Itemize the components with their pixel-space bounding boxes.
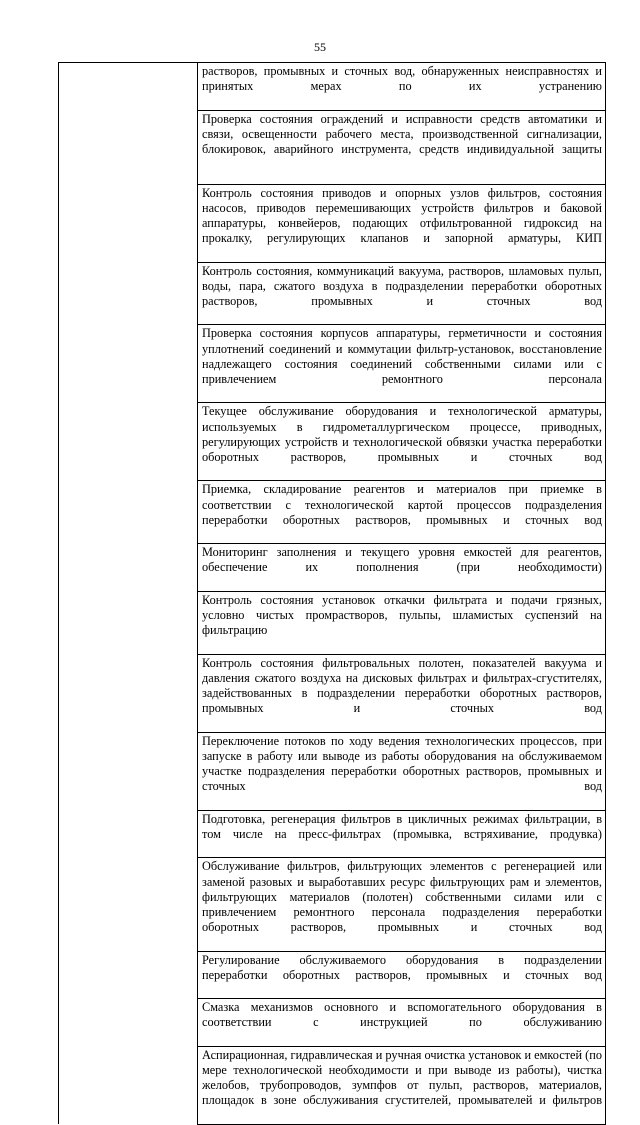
labor-action-text: Проверка состояния ограждений и исправности средств автоматики и связи, освещенности рабочего места, производственной сигнализации, блокировок, аварийного инструмента, средств индивидуальной защиты [202,111,602,157]
labor-action-text: Переключение потоков по ходу ведения технологических процессов, при запуске в работу или выводе из работы оборудования на обслуживаемом участке подразделения переработки оборотных растворов, промывных и сточных вод [202,733,602,794]
labor-action-cell [198,999,606,1047]
table-row [59,63,606,111]
labor-action-cell [198,732,606,810]
labor-action-cell [198,184,606,262]
labor-action-text: Обслуживание фильтров, фильтрующих элементов с регенерацией или заменой разовых и выработавших ресурс фильтрующих рам и элементов, фильтрующих материалов (полотен) собственными силами или с привлечением ремонтного персонала подразделения переработки оборотных растворов, промывных и сточных вод [202,859,602,935]
labor-action-cell [198,110,606,184]
labor-action-cell [198,654,606,732]
labor-action-text: Аспирационная, гидравлическая и ручная очистка установок и емкостей (по мере технологической необходимости и при выводе из работы), чистка желобов, трубопроводов, зумпфов от пульп, растворов, материалов, площадок в зоне обслуживания сгустителей, промывателей и фильтров [202,1047,602,1108]
labor-action-cell [198,810,606,858]
labor-action-text: Контроль состояния, коммуникаций вакуума, растворов, шламовых пульп, воды, пара, сжатого воздуха в подразделении переработки оборотных растворов, промывных и сточных вод [202,263,602,309]
labor-functions-table [58,62,606,1125]
labor-action-text: Контроль состояния установок откачки фильтрата и подачи грязных, условно чистых промрастворов, пульпы, шламистых суспензий на фильтрацию [202,592,602,638]
labor-action-text: Контроль состояния фильтровальных полотен, показателей вакуума и давления сжатого воздуха на дисковых фильтрах и фильтрах-сгустителях, задействованных в подразделении переработки оборотных растворов, промывных и сточных вод [202,655,602,716]
page-number: 55 [314,40,326,54]
labor-action-text: Проверка состояния корпусов аппаратуры, герметичности и состояния уплотнений соединений и коммутации фильтр-установок, восстановление надлежащего состояния соединений собственными силами или с привлечением ремонтного персонала [202,326,602,387]
labor-action-text: Мониторинг заполнения и текущего уровня емкостей для реагентов, обеспечение их пополнения (при необходимости) [202,545,602,575]
labor-action-text: Смазка механизмов основного и вспомогательного оборудования в соответствии с инструкцией по обслуживанию [202,1000,602,1030]
labor-action-text: Приемка, складирование реагентов и материалов при приемке в соответствии с технологической картой процессов подразделения переработки оборотных растворов, промывных и сточных вод [202,482,602,527]
labor-action-cell [198,591,606,654]
labor-action-cell [198,951,606,999]
labor-action-text: Контроль состояния приводов и опорных узлов фильтров, состояния насосов, приводов перемешивающих устройств фильтров и баковой аппаратуры, конвейеров, подающих отфильтрованной гидроксид на прокалку, регулирующих клапанов и запорной арматуры, КИП [202,185,602,246]
labor-action-text: растворов, промывных и сточных вод, обнаруженных неисправностях и принятых мерах по их устранению [202,64,602,94]
table-body [59,63,606,1125]
labor-action-cell [198,544,606,592]
labor-action-cell [198,325,606,403]
labor-action-text: Текущее обслуживание оборудования и технологической арматуры, используемых в гидрометаллургическом процессе, приводных, регулирующих устройств и технологической обвязки участка переработки оборотных растворов, промывных и сточных вод [202,404,602,465]
labor-action-cell [198,63,606,111]
labor-action-cell [198,403,606,481]
labor-action-cell [198,858,606,951]
labor-action-cell [198,481,606,544]
labor-action-text: Регулирование обслуживаемого оборудования в подразделении переработки оборотных растворов, промывных и сточных вод [202,952,602,982]
left-empty-cell [59,63,198,1125]
labor-action-cell [198,1046,606,1124]
labor-action-cell [198,262,606,325]
labor-action-text: Подготовка, регенерация фильтров в цикличных режимах фильтрации, в том числе на пресс-фильтрах (промывка, встряхивание, продувка) [202,811,602,841]
